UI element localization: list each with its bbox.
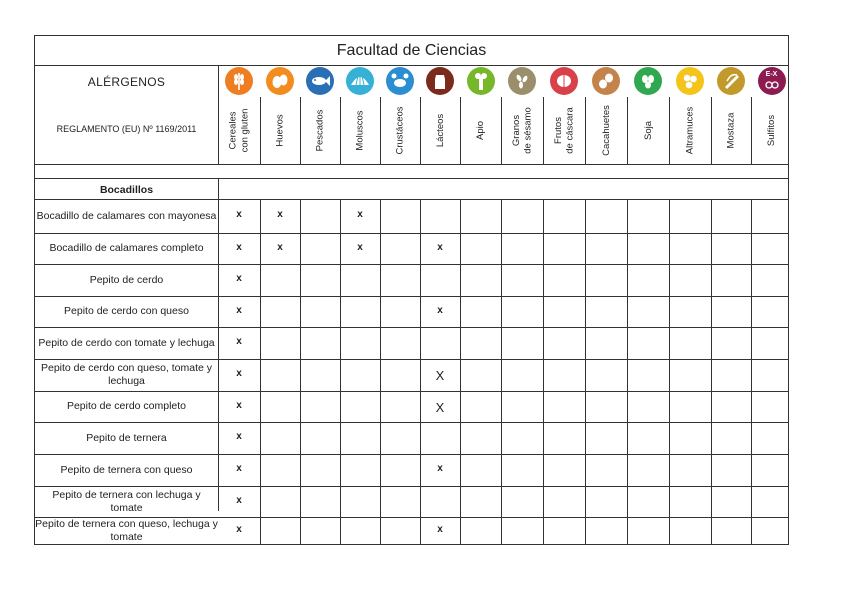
allergen-mark: x xyxy=(437,463,443,474)
header-left xyxy=(35,65,219,164)
col-divider xyxy=(543,97,544,164)
col-divider xyxy=(501,199,502,544)
nut-icon xyxy=(550,67,578,95)
mustard-icon xyxy=(717,67,745,95)
product-name: Pepito de cerdo con queso, tomate y lechuga xyxy=(40,362,213,387)
allergen-mark: X xyxy=(435,368,445,383)
col-divider xyxy=(380,97,381,164)
product-name: Pepito de ternera con queso, lechuga y tomate xyxy=(35,517,218,543)
allergen-mark: x xyxy=(277,241,283,253)
col-divider xyxy=(340,97,341,164)
allergen-mark: x xyxy=(236,523,242,535)
allergen-mark: x xyxy=(277,209,283,220)
allergen-label: de cáscara xyxy=(564,106,576,154)
col-divider xyxy=(420,97,421,164)
allergen-table xyxy=(34,35,789,545)
allergen-mark: X xyxy=(435,399,445,415)
allergen-label: Soja xyxy=(642,120,654,140)
product-name: Pepito de cerdo con tomate y lechuga xyxy=(38,336,215,349)
row-divider xyxy=(35,178,788,179)
col-divider xyxy=(669,199,670,544)
allergen-mark: x xyxy=(236,241,242,253)
allergen-label: Cacahuetes xyxy=(600,104,612,156)
col-divider xyxy=(669,97,670,164)
product-name: Bocadillo de calamares con mayonesa xyxy=(36,209,217,222)
allergen-mark: x xyxy=(236,336,242,347)
wheat-icon xyxy=(225,67,253,95)
peanut-icon xyxy=(592,67,620,95)
col-divider xyxy=(627,199,628,544)
product-name: Pepito de cerdo con queso xyxy=(64,305,189,317)
col-divider xyxy=(751,97,752,164)
reglamento-label: REGLAMENTO (EU) Nº 1169/2011 xyxy=(56,124,197,134)
allergen-label: con gluten xyxy=(239,108,251,152)
allergen-label: Sulfitos xyxy=(766,114,778,146)
allergen-label: Moluscos xyxy=(354,109,366,151)
allergen-mark: x xyxy=(236,273,242,284)
product-name: Pepito de ternera con queso xyxy=(60,463,193,476)
allergen-mark: x xyxy=(236,209,242,220)
allergen-mark: x xyxy=(236,368,242,379)
row-divider xyxy=(35,544,788,545)
allergen-mark: x xyxy=(236,431,242,442)
product-name: Pepito de cerdo completo xyxy=(66,400,187,412)
crab-icon xyxy=(386,67,414,95)
allergen-label: Huevos xyxy=(274,113,286,147)
col-divider xyxy=(260,97,261,164)
allergen-mark: x xyxy=(236,494,242,506)
col-divider xyxy=(300,97,301,164)
allergen-mark: x xyxy=(437,523,443,535)
product-name: Bocadillo de calamares completo xyxy=(49,242,204,254)
lupin-icon xyxy=(676,67,704,95)
celery-icon xyxy=(467,67,495,95)
allergen-label: Granos xyxy=(510,114,522,146)
allergen-label: Pescados xyxy=(314,109,326,151)
col-divider xyxy=(501,97,502,164)
soy-icon xyxy=(634,67,662,95)
allergen-label: de sésamo xyxy=(522,106,534,154)
allergen-mark: x xyxy=(236,304,242,316)
milk-icon xyxy=(426,67,454,95)
allergen-mark: x xyxy=(357,241,363,253)
col-divider xyxy=(543,199,544,544)
allergen-label: Apio xyxy=(475,120,487,140)
col-divider xyxy=(380,199,381,544)
fish-icon xyxy=(306,67,334,95)
allergen-label: Crustáceos xyxy=(394,105,406,155)
sulfite-icon xyxy=(758,67,786,95)
col-divider xyxy=(711,97,712,164)
col-divider xyxy=(585,97,586,164)
col-divider xyxy=(711,199,712,544)
sesame-icon xyxy=(508,67,536,95)
allergen-label: Cereales xyxy=(227,110,239,150)
product-name: Pepito de ternera xyxy=(86,431,167,444)
allergen-mark: x xyxy=(437,241,443,253)
allergen-label: Altramuces xyxy=(684,106,696,154)
col-divider xyxy=(585,199,586,544)
col-divider xyxy=(751,199,752,544)
allergen-mark: x xyxy=(437,304,443,316)
page-title: Facultad de Ciencias xyxy=(35,36,788,66)
section-title: Bocadillos xyxy=(99,184,154,196)
product-name: Pepito de cerdo xyxy=(89,273,164,286)
alergenos-label: ALÉRGENOS xyxy=(87,75,166,89)
product-name: Pepito de ternera con lechuga y tomate xyxy=(52,488,201,514)
row-divider xyxy=(35,164,788,165)
allergen-mark: x xyxy=(236,463,242,474)
col-divider xyxy=(627,97,628,164)
egg-icon xyxy=(266,67,294,95)
col-divider xyxy=(460,97,461,164)
sulfite-code: E-X xyxy=(765,71,778,78)
allergen-label: Mostaza xyxy=(725,112,737,148)
allergen-mark: x xyxy=(357,209,363,220)
col-divider xyxy=(300,199,301,544)
allergen-mark: x xyxy=(236,399,242,411)
allergen-label: Lácteos xyxy=(434,113,446,147)
allergen-label: Frutos xyxy=(552,116,564,144)
shell-icon xyxy=(346,67,374,95)
col-divider xyxy=(460,199,461,544)
